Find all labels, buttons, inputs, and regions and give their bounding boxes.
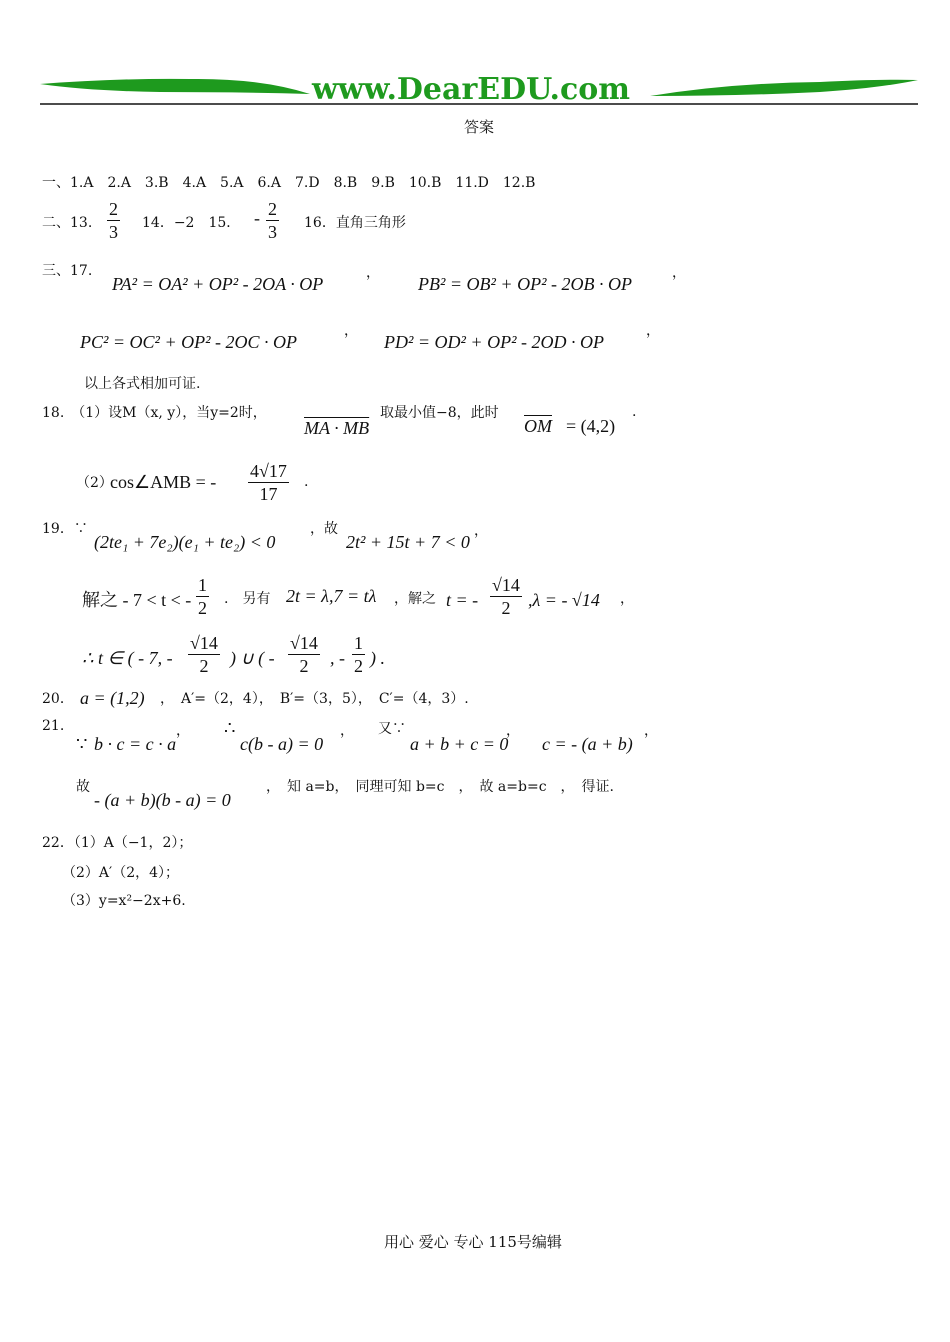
fraction-two-thirds: $\frac{2}{3}$ bbox=[109, 199, 118, 242]
equation-pd: PD² = OD² + OP² - 2OD · OP bbox=[384, 332, 604, 352]
q21-vector-sum: a + b + c = 0 bbox=[410, 734, 509, 754]
left-swoosh bbox=[40, 79, 310, 94]
q21-final-eq: - (a + b)(b - a) = 0 bbox=[94, 790, 231, 810]
answers-section-1: 一、1.A 2.A 3.B 4.A 5.A 6.A 7.D 8.B 9.B 10.B 11.D 12.B bbox=[42, 175, 536, 191]
fraction-root14-over-2: $\frac{√14}{2}$ bbox=[290, 633, 318, 676]
q18-min-value: 取最小值−8，此时 bbox=[380, 405, 499, 421]
vector-a-value: a = (1,2) bbox=[80, 688, 145, 708]
om-value: = (4,2) bbox=[566, 416, 616, 436]
right-swoosh bbox=[650, 80, 918, 96]
because-symbol: ∵ bbox=[76, 734, 88, 754]
comma: ， bbox=[340, 723, 354, 739]
fraction-one-half: $\frac{1}{2}$ bbox=[198, 575, 207, 618]
comma: ， bbox=[344, 323, 358, 339]
q19-interval-start: ∴ t ∈ ( - 7, - bbox=[82, 648, 173, 668]
q21-dot-products: b · c = c · a bbox=[94, 734, 177, 754]
q21-hence: 故 bbox=[76, 779, 90, 795]
fraction-neg-two-thirds: $\frac{2}{3}$ bbox=[268, 199, 277, 242]
q19-interval-end: ) . bbox=[370, 648, 385, 668]
q22-part3: （3）y=x²−2x+6. bbox=[62, 893, 186, 909]
q17-conclusion: 以上各式相加可证. bbox=[84, 376, 201, 392]
minus-sign: - bbox=[254, 208, 260, 228]
equation-pc: PC² = OC² + OP² - 2OC · OP bbox=[80, 332, 297, 352]
q22-part1: 22．（1）A（−1，2）； bbox=[42, 835, 193, 851]
vector-ma-mb: MA · MB bbox=[304, 418, 370, 438]
answer-16: 16．直角三角形 bbox=[304, 215, 406, 231]
q19-solve: ，解之 bbox=[394, 591, 436, 607]
q19-therefore: ，故 bbox=[310, 521, 338, 537]
site-logo-text: www.DearEDU.com bbox=[312, 72, 631, 107]
q19-also: . 另有 bbox=[224, 591, 271, 607]
fraction-4root17-over-17: $\frac{4√17}{17}$ bbox=[250, 461, 287, 504]
page-footer: 用心 爱心 专心 115号编辑 bbox=[384, 1233, 562, 1251]
q19-union: ) ∪ ( - bbox=[230, 648, 275, 668]
period: . bbox=[304, 474, 309, 490]
q21-also-because: 又∵ bbox=[378, 721, 406, 737]
comma: ， bbox=[506, 723, 520, 739]
q20-label: 20． bbox=[42, 691, 74, 707]
q19-comma-minus: , - bbox=[330, 648, 345, 668]
comma: ， bbox=[620, 591, 634, 607]
equation-pb: PB² = OB² + OP² - 2OB · OP bbox=[418, 274, 632, 294]
q18-part2-label: （2） bbox=[76, 475, 113, 491]
fraction-root14-over-2: $\frac{√14}{2}$ bbox=[492, 575, 520, 618]
fraction-root14-over-2: $\frac{√14}{2}$ bbox=[190, 633, 218, 676]
q19-inequality: (2te₁ + 7e₂)(e₁ + te₂) < 0 bbox=[94, 532, 276, 552]
q19-lambda-value: ,λ = - √14 bbox=[528, 590, 600, 610]
q21-conclusion: ， 知 a=b， 同理可知 b=c ， 故 a=b=c ， 得证. bbox=[266, 779, 614, 795]
answers-section-2-label: 二、13. bbox=[42, 215, 93, 231]
equation-pa: PA² = OA² + OP² - 2OA · OP bbox=[112, 274, 324, 294]
period: . bbox=[632, 404, 637, 420]
q21-label: 21. bbox=[42, 718, 65, 734]
comma: ， bbox=[474, 523, 488, 539]
comma: ， bbox=[644, 723, 658, 739]
q21-c-eq: c = - (a + b) bbox=[542, 734, 633, 754]
therefore-symbol: ∴ bbox=[224, 718, 236, 738]
page-title: 答案 bbox=[464, 118, 495, 136]
q19-label: 19．∵ bbox=[42, 521, 88, 537]
q20-points: ， A′=（2，4）， B′=（3，5）， C′=（4，3）. bbox=[160, 691, 469, 707]
q19-lambda-eq: 2t = λ,7 = tλ bbox=[286, 586, 377, 606]
comma: ， bbox=[646, 323, 660, 339]
comma: ， bbox=[672, 265, 686, 281]
q19-t-eq: t = - bbox=[446, 590, 479, 610]
fraction-one-half: $\frac{1}{2}$ bbox=[354, 633, 363, 676]
answers-14-15: 14．−2 15． bbox=[142, 215, 241, 231]
q18-part1: 18. （1）设M（x, y），当y=2时， bbox=[42, 405, 267, 421]
q19-quadratic: 2t² + 15t + 7 < 0 bbox=[346, 532, 470, 552]
q19-solution-range: 解之 - 7 < t < - bbox=[82, 590, 192, 610]
comma: ， bbox=[366, 265, 380, 281]
vector-om: $\overline{OM}$ bbox=[524, 416, 552, 436]
cos-amb: cos∠AMB = - bbox=[110, 472, 217, 492]
q21-c-product: c(b - a) = 0 bbox=[240, 734, 324, 754]
q22-part2: （2）A′（2，4）； bbox=[62, 865, 180, 881]
section-3-label: 三、17. bbox=[42, 263, 93, 279]
comma: ， bbox=[176, 723, 190, 739]
